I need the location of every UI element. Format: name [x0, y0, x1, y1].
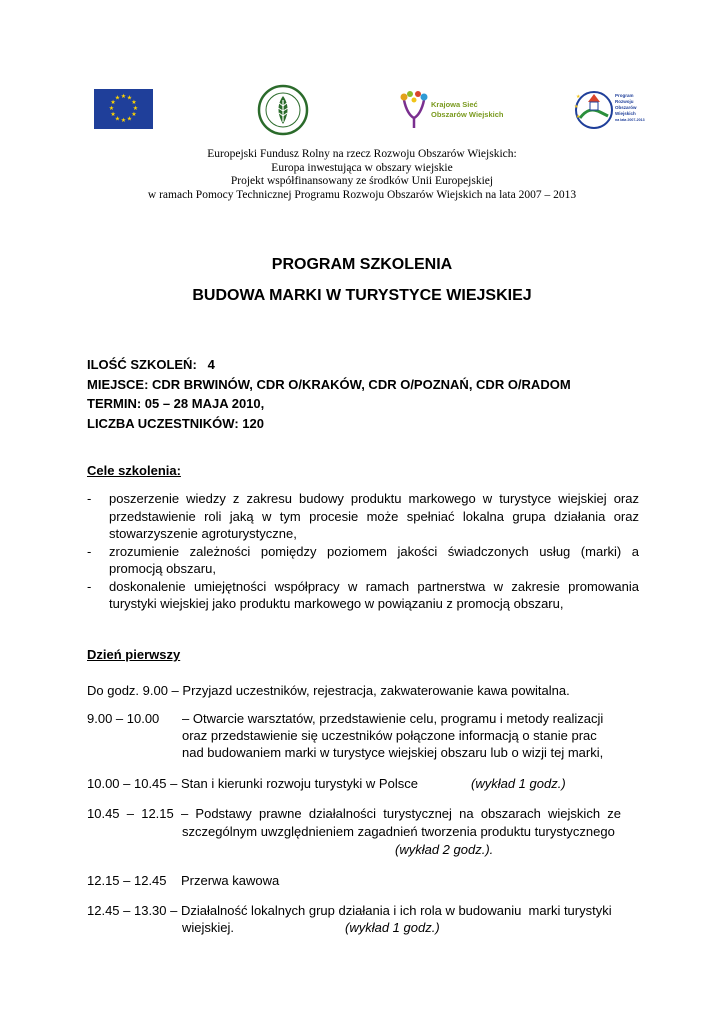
- schedule-arrival: Do godz. 9.00 – Przyjazd uczestników, rejestracja, zakwaterowanie kawa powitalna.: [87, 683, 570, 698]
- training-count-label: ILOŚĆ SZKOLEŃ:: [87, 357, 197, 372]
- day-one-heading: Dzień pierwszy: [87, 647, 181, 662]
- svg-text:★: ★: [108, 105, 115, 112]
- goal-bullet: -: [87, 578, 92, 594]
- document-subtitle: BUDOWA MARKI W TURYSTYCE WIEJSKIEJ: [192, 287, 532, 304]
- goals-list: [87, 490, 639, 613]
- goal-item: [87, 543, 639, 578]
- svg-text:★: ★: [126, 94, 133, 102]
- svg-text:★: ★: [574, 104, 579, 110]
- ksow-logo-text-2: Obszarów Wiejskich: [431, 110, 504, 119]
- schedule-coffee-break: 12.15 – 12.45 Przerwa kawowa: [87, 873, 280, 888]
- schedule-tourism-trends: 10.00 – 10.45 – Stan i kierunki rozwoju turystyki w Polsce: [87, 776, 418, 791]
- svg-text:★: ★: [576, 94, 581, 100]
- goals-heading: Cele szkolenia:: [87, 463, 181, 478]
- training-term: TERMIN: 05 – 28 MAJA 2010,: [87, 396, 265, 411]
- prow-logo-text-2: Rozwoju: [615, 99, 634, 104]
- ksow-logo-text-1: Krajowa Sieć: [431, 100, 478, 109]
- svg-text:★: ★: [114, 94, 121, 102]
- svg-text:★: ★: [120, 117, 127, 124]
- schedule-tourism-trends-note: (wykład 1 godz.): [471, 776, 566, 791]
- training-participants: LICZBA UCZESTNIKÓW: 120: [87, 415, 264, 431]
- schedule-opening-time: 9.00 – 10.00: [87, 711, 160, 726]
- logo-bar: [0, 84, 724, 136]
- training-details: [87, 355, 571, 433]
- funding-line-3: Projekt współfinansowany ze środków Unii Europejskiej: [230, 175, 494, 187]
- goal-text: poszerzenie wiedzy z zakresu budowy produktu markowego w turystyce wiejskiej oraz przedstawienie roli jaką w tym procesie może spełniać lokalna grupa działania oraz stowarzyszenie agroturystyczne,: [109, 491, 639, 541]
- svg-text:★: ★: [131, 99, 137, 106]
- schedule-opening-line-2: oraz przedstawienie się uczestników połączone informacją o stanie prac: [182, 728, 597, 743]
- svg-text:★: ★: [131, 111, 137, 118]
- training-count: [87, 355, 571, 375]
- schedule-lag-line-2: wiejskiej.: [182, 920, 235, 935]
- schedule-opening-line-3: nad budowaniem marki w turystyce wiejskiej obszaru lub o wizji tej marki,: [182, 745, 604, 760]
- svg-text:★: ★: [132, 105, 139, 112]
- funding-line-2: Europa inwestująca w obszary wiejskie: [271, 161, 453, 174]
- schedule-legal-basis-line-2: szczególnym uwzględnieniem zagadnień tworzenia produktu turystycznego: [182, 824, 615, 839]
- schedule-legal-basis-note: (wykład 2 godz.).: [395, 842, 494, 857]
- schedule-lag-note: (wykład 1 godz.): [345, 920, 440, 935]
- schedule-opening-line-1: – Otwarcie warsztatów, przedstawienie celu, programu i metody realizacji: [182, 711, 604, 726]
- prow-logo-text-4: Wiejskich: [615, 111, 636, 116]
- funding-line-1: Europejski Fundusz Rolny na rzecz Rozwoju Obszarów Wiejskich:: [207, 148, 517, 160]
- prow-logo-text-3: Obszarów: [615, 105, 637, 110]
- svg-text:★: ★: [110, 111, 116, 118]
- svg-text:★: ★: [576, 114, 581, 120]
- goal-text: doskonalenie umiejętności współpracy w ramach partnerstwa w zakresie promowania turystyki wiejskiej jako produktu markowego w powiązaniu z promocją obszaru,: [109, 578, 639, 611]
- goal-text: zrozumienie zależności pomiędzy poziomem jakości świadczonych usług (marki) a promocją obszaru,: [109, 543, 639, 576]
- prow-logo: [574, 88, 645, 132]
- ministry-agriculture-logo: [257, 84, 309, 136]
- svg-text:★: ★: [114, 115, 121, 123]
- goal-bullet: -: [87, 491, 92, 506]
- eu-flag-logo: [94, 89, 153, 129]
- svg-text:★: ★: [126, 115, 133, 123]
- schedule-lag-line-1: 12.45 – 13.30 – Działalność lokalnych grup działania i ich rola w budowaniu marki turystyki: [87, 903, 612, 918]
- training-place: MIEJSCE: CDR BRWINÓW, CDR O/KRAKÓW, CDR O/POZNAŃ, CDR O/RADOM: [87, 376, 571, 392]
- goal-bullet: -: [87, 543, 92, 559]
- goal-item: [87, 578, 639, 613]
- document-title: PROGRAM SZKOLENIA: [271, 256, 453, 273]
- svg-text:★: ★: [120, 93, 127, 100]
- funding-statement: [0, 148, 724, 202]
- training-count-value: 4: [207, 357, 215, 372]
- prow-logo-text-1: Program: [615, 93, 634, 98]
- svg-text:★: ★: [110, 99, 116, 106]
- prow-logo-text-5: na lata 2007-2013: [615, 118, 645, 122]
- goal-item: [87, 490, 639, 543]
- ksow-logo: [400, 90, 504, 130]
- funding-line-4: w ramach Pomocy Technicznej Programu Rozwoju Obszarów Wiejskich na lata 2007 – 2013: [147, 188, 577, 201]
- schedule-legal-basis-line-1: 10.45 – 12.15 – Podstawy prawne działalności turystycznej na obszarach wiejskich ze: [87, 806, 621, 821]
